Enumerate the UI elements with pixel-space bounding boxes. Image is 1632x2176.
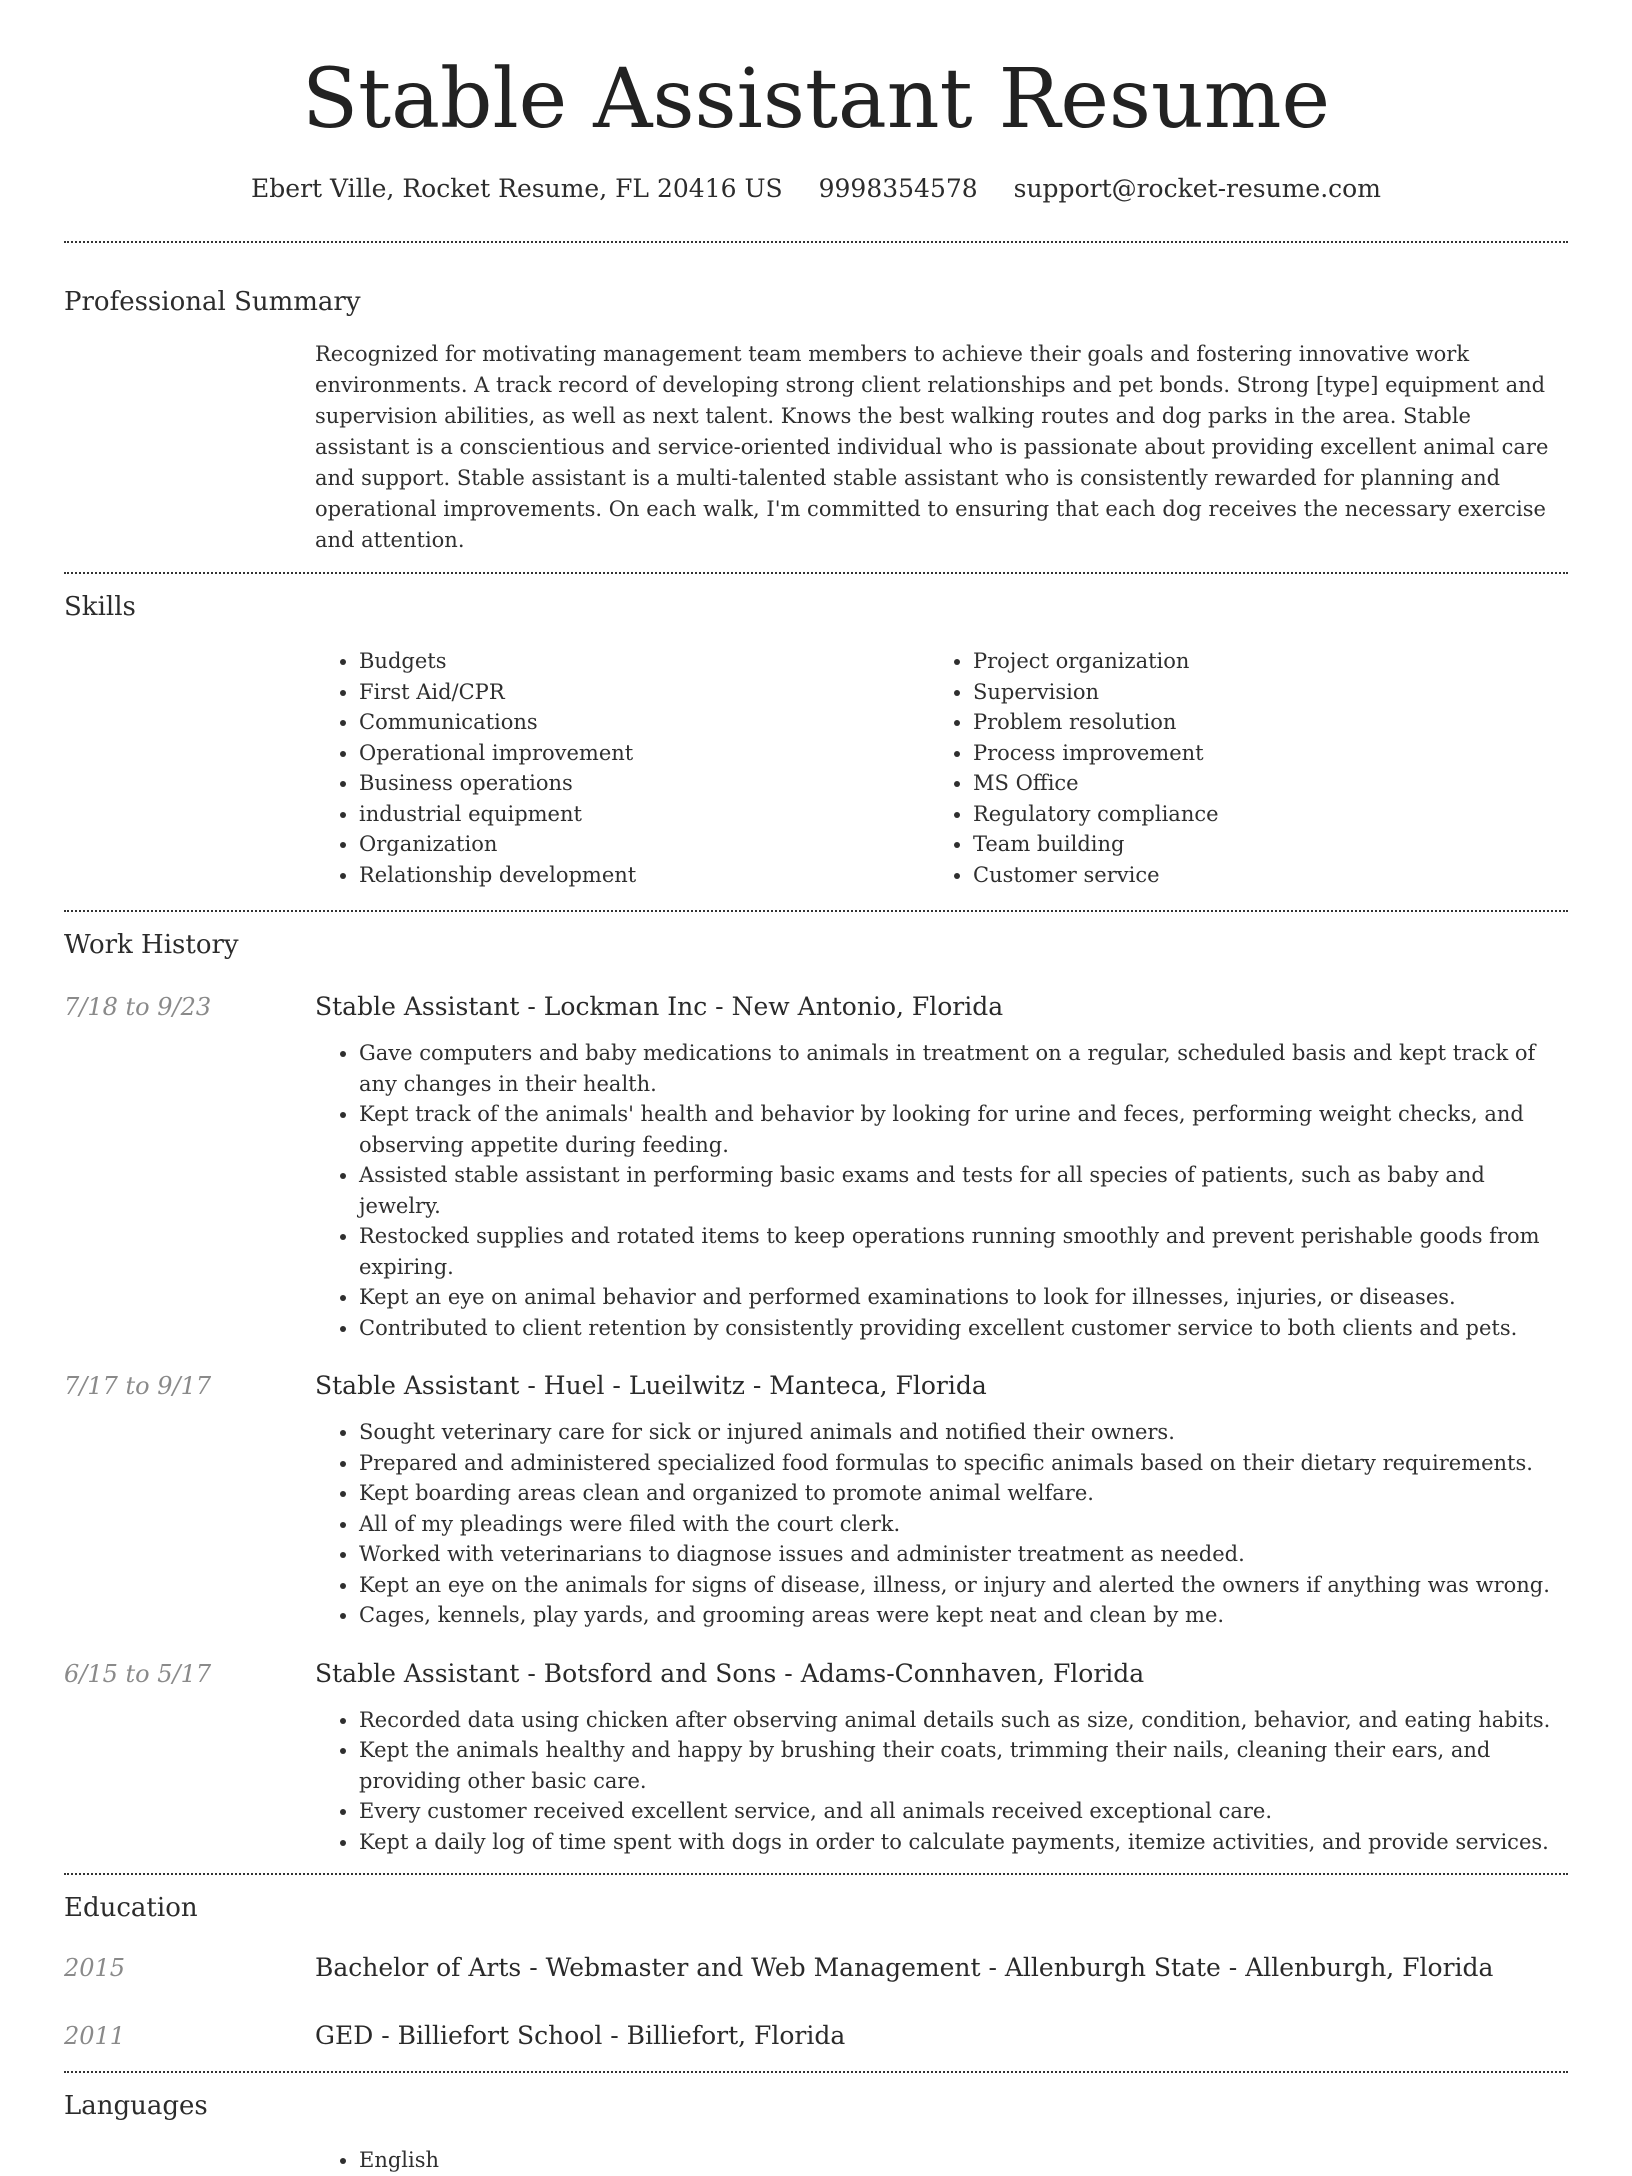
skills-list-left [315,646,929,890]
job-bullet: • Sought veterinary care for sick or injured animals and notified their owners. [359,1417,1568,1448]
job-bullet: • Prepared and administered specialized food formulas to specific animals based on their dietary requirements. [359,1448,1568,1479]
section-title-education: Education [64,1893,198,1923]
skill-item: • Supervision [973,677,1543,708]
skill-item: • Team building [973,829,1543,860]
job-body [315,990,1568,1343]
skill-item: • Communications [359,707,929,738]
job-bullets [315,1038,1568,1343]
education-year: 2015 [64,1954,126,1982]
job-bullets [315,1417,1568,1631]
job-bullets [315,1705,1568,1858]
skill-item: • industrial equipment [359,799,929,830]
section-divider [64,1873,1568,1875]
resume-title: Stable Assistant Resume [301,52,1331,147]
skill-item: • Problem resolution [973,707,1543,738]
job-entry [64,1369,1568,1631]
job-bullet: • Kept a daily log of time spent with dogs in order to calculate payments, itemize activities, and provide services. [359,1827,1568,1858]
section-divider [64,241,1568,243]
section-divider [64,910,1568,912]
job-bullet: • Every customer received excellent service, and all animals received exceptional care. [359,1796,1568,1827]
section-divider [64,2071,1568,2073]
job-dates: 6/15 to 5/17 [64,1659,212,1688]
job-bullet: • Restocked supplies and rotated items to keep operations running smoothly and prevent perishable goods from expiring. [359,1221,1568,1282]
job-bullet: • Cages, kennels, play yards, and grooming areas were kept neat and clean by me. [359,1600,1568,1631]
skill-item: • Project organization [973,646,1543,677]
job-bullet: • Gave computers and baby medications to animals in treatment on a regular, scheduled basis and kept track of any changes in their health. [359,1038,1568,1099]
education-heading: Bachelor of Arts - Webmaster and Web Management - Allenburgh State - Allenburgh, Florida [315,1953,1494,1982]
job-entry [64,1657,1568,1858]
skill-item: • Operational improvement [359,738,929,769]
section-divider [64,572,1568,574]
job-bullet: • Assisted stable assistant in performing basic exams and tests for all species of patients, such as baby and jewelry. [359,1160,1568,1221]
skill-item: • Regulatory compliance [973,799,1543,830]
section-title-summary: Professional Summary [64,287,361,317]
contact-address: Ebert Ville, Rocket Resume, FL 20416 US [251,174,783,203]
job-bullet: • Kept an eye on the animals for signs of disease, illness, or injury and alerted the owners if anything was wrong. [359,1570,1568,1601]
skill-item: • Relationship development [359,860,929,891]
summary-text: Recognized for motivating management team members to achieve their goals and fostering innovative work environments. A track record of developing strong client relationships and pet bonds. Strong [type] equipment and supervision abilities, as well as next talent. Knows the best walking routes and dog parks in the area. Stable assistant is a conscientious and service-oriented individual who is passionate about providing excellent animal care and support. Stable assistant is a multi-talented stable assistant who is consistently rewarded for planning and operational improvements. On each walk, I'm committed to ensuring that each dog receives the necessary exercise and attention. [315,342,1549,552]
job-entry [64,990,1568,1343]
job-dates: 7/17 to 9/17 [64,1372,212,1400]
education-entry [64,1951,1568,1985]
education-year: 2011 [64,2022,126,2050]
job-heading: Stable Assistant - Botsford and Sons - Adams-Connhaven, Florida [315,1658,1145,1688]
skill-item: • Budgets [359,646,929,677]
job-body [315,1369,1568,1631]
skill-item: • MS Office [973,768,1543,799]
job-bullet: • Kept an eye on animal behavior and performed examinations to look for illnesses, injuries, or diseases. [359,1282,1568,1313]
section-title-work-history: Work History [64,930,239,960]
contact-phone: 9998354578 [818,174,978,203]
contact-line [64,172,1568,206]
language-item: • English [359,2145,1568,2176]
job-dates: 7/18 to 9/23 [64,993,212,1021]
job-bullet: • Kept the animals healthy and happy by brushing their coats, trimming their nails, cleaning their ears, and providing other basic care. [359,1735,1568,1796]
skill-item: • First Aid/CPR [359,677,929,708]
job-body [315,1657,1568,1858]
job-bullet: • Contributed to client retention by consistently providing excellent customer service to both clients and pets. [359,1313,1568,1344]
skill-item: • Business operations [359,768,929,799]
skills-columns [315,646,1568,890]
skill-item: • Process improvement [973,738,1543,769]
job-heading: Stable Assistant - Huel - Lueilwitz - Manteca, Florida [315,1371,987,1400]
education-heading: GED - Billiefort School - Billiefort, Florida [315,2021,846,2050]
languages-list [315,2145,1568,2176]
skill-item: • Customer service [973,860,1543,891]
education-entry [64,2019,1568,2053]
job-bullet: • Recorded data using chicken after observing animal details such as size, condition, behavior, and eating habits. [359,1705,1568,1736]
job-bullet: • Kept track of the animals' health and behavior by looking for urine and feces, performing weight checks, and observing appetite during feeding. [359,1099,1568,1160]
skills-list-right [929,646,1543,890]
skill-item: • Organization [359,829,929,860]
job-bullet: • Kept boarding areas clean and organized to promote animal welfare. [359,1478,1568,1509]
section-title-skills: Skills [64,592,136,622]
contact-email: support@rocket-resume.com [1013,174,1381,203]
section-title-languages: Languages [64,2091,208,2121]
job-bullet: • Worked with veterinarians to diagnose issues and administer treatment as needed. [359,1539,1568,1570]
job-heading: Stable Assistant - Lockman Inc - New Antonio, Florida [315,992,1004,1021]
job-bullet: • All of my pleadings were filed with the court clerk. [359,1509,1568,1540]
